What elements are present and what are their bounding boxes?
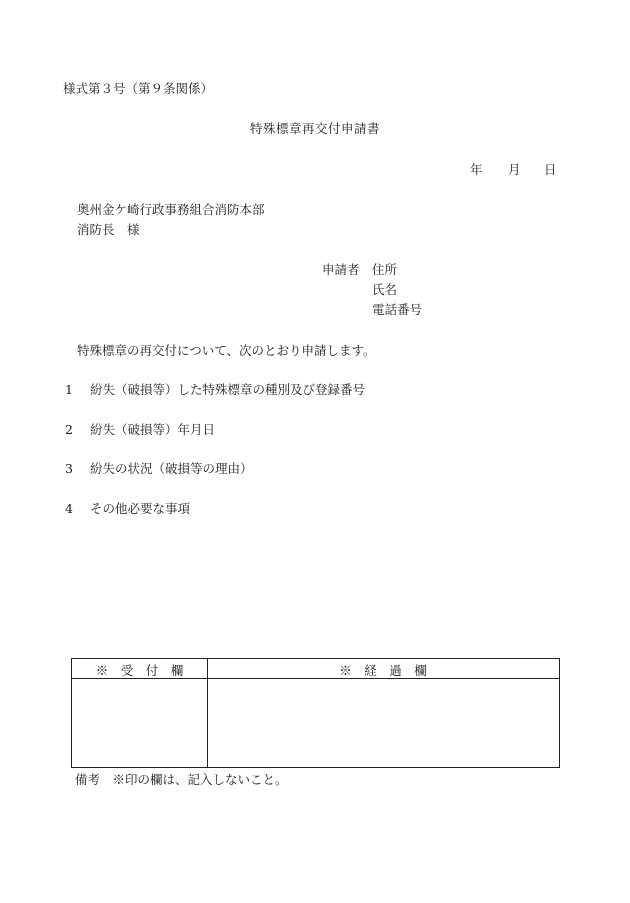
document-title: 特殊標章再交付申請書 [249, 121, 380, 136]
item-number: 4 [65, 501, 73, 516]
progress-column-header: ※ 経 過 欄 [339, 663, 427, 678]
item-number: 1 [65, 382, 73, 397]
remarks-note: 備考 ※印の欄は、記入しないこと。 [75, 772, 288, 787]
item-number: 2 [65, 422, 73, 437]
applicant-label: 申請者 [322, 262, 360, 277]
item-text: 紛失（破損等）した特殊標章の種別及び登録番号 [90, 382, 366, 397]
applicant-address-label: 住所 [372, 262, 398, 277]
date-day-label: 日 [544, 162, 557, 177]
applicant-name-label: 氏名 [372, 282, 398, 297]
office-use-table [71, 658, 560, 768]
date-month-label: 月 [508, 162, 521, 177]
form-number: 様式第３号（第９条関係） [63, 81, 214, 96]
reception-column-header: ※ 受 付 欄 [95, 663, 184, 678]
item-text: その他必要な事項 [90, 501, 191, 516]
applicant-phone-label: 電話番号 [372, 302, 423, 317]
intro-text: 特殊標章の再交付について、次のとおり申請します。 [77, 343, 376, 358]
addressee-name: 消防長 様 [77, 222, 140, 237]
item-number: 3 [65, 461, 73, 476]
item-text: 紛失（破損等）年月日 [90, 422, 216, 437]
addressee-organization: 奥州金ケ崎行政事務組合消防本部 [77, 202, 265, 217]
item-text: 紛失の状況（破損等の理由） [90, 461, 253, 476]
date-year-label: 年 [470, 162, 483, 177]
